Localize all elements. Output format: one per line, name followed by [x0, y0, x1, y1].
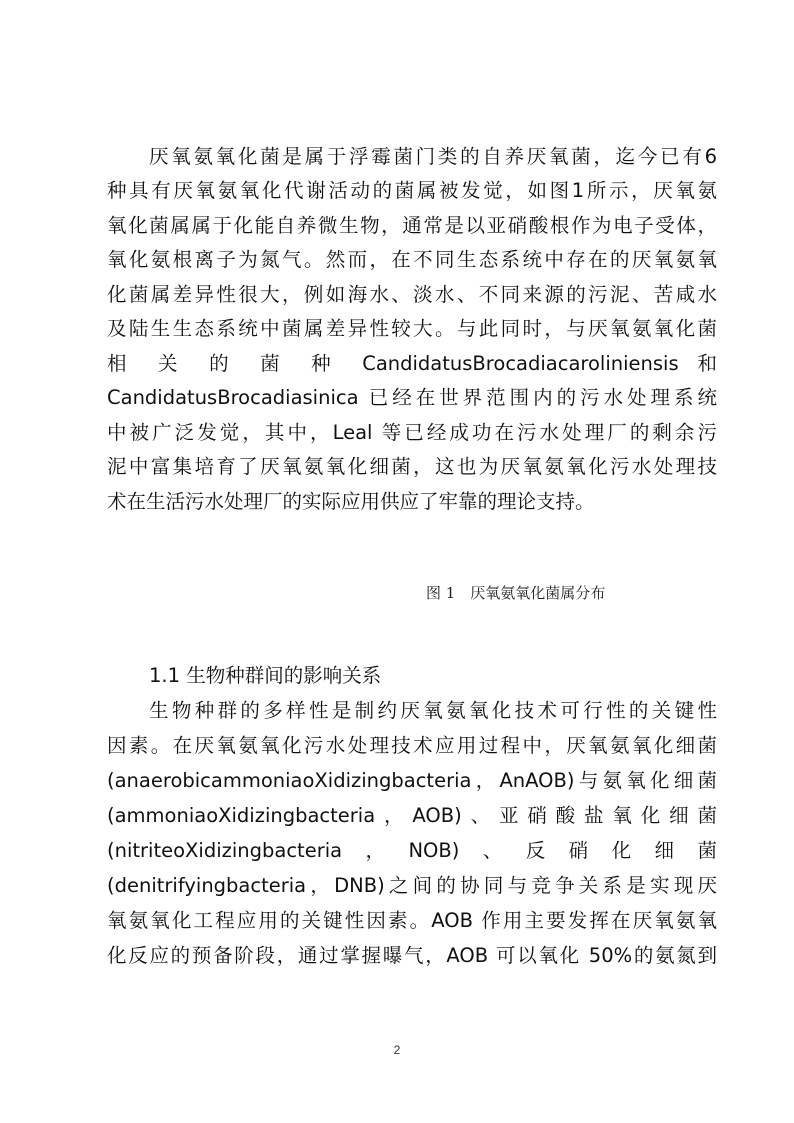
- section-heading: 1.1 生物种群间的影响关系: [149, 664, 382, 687]
- paragraph-2-line-1: 生物种群的多样性是制约厌氧氨氧化技术可行性的关键性: [149, 699, 717, 722]
- page-number: 2: [393, 1043, 401, 1057]
- paragraph-1-line-2: 种具有厌氧氨氧化代谢活动的菌属被发觉，如图1所示，厌氧氨: [107, 179, 717, 202]
- paragraph-1-line-7: 相 关 的 菌 种 CandidatusBrocadiacaroliniensis 和: [107, 352, 717, 375]
- paragraph-1-line-1: 厌氧氨氧化菌是属于浮霉菌门类的自养厌氧菌，迄今已有6: [149, 145, 717, 168]
- paragraph-2-line-2: 因素。在厌氧氨氧化污水处理技术应用过程中，厌氧氨氧化细菌: [107, 734, 717, 757]
- paragraph-2-line-3: (anaerobicammoniaoXidizingbacteria，AnAOB)与氨氧化细菌: [107, 769, 717, 792]
- paragraph-1-line-8: CandidatusBrocadiasinica 已经在世界范围内的污水处理系统: [107, 386, 717, 409]
- paragraph-1-line-11: 术在生活污水处理厂的实际应用供应了牢靠的理论支持。: [107, 490, 595, 513]
- paragraph-1-line-10: 泥中富集培育了厌氧氨氧化细菌，这也为厌氧氨氧化污水处理技: [107, 455, 717, 478]
- paragraph-1-line-4: 氧化氨根离子为氮气。然而，在不同生态系统中存在的厌氧氨氧: [107, 248, 717, 271]
- paragraph-2-line-4: (ammoniaoXidizingbacteria，AOB)、亚硝酸盐氧化细菌: [107, 804, 717, 827]
- paragraph-1-line-5: 化菌属差异性很大，例如海水、淡水、不同来源的污泥、苦咸水: [107, 283, 717, 306]
- paragraph-2-line-5: (nitriteoXidizingbacteria，NOB)、反硝化细菌: [107, 839, 717, 862]
- paragraph-2-line-7: 氧氨氧化工程应用的关键性因素。AOB 作用主要发挥在厌氧氨氧: [107, 909, 717, 932]
- paragraph-2-line-6: (denitrifyingbacteria，DNB)之间的协同与竞争关系是实现厌: [107, 874, 717, 897]
- paragraph-1-line-9: 中被广泛发觉，其中，Leal 等已经成功在污水处理厂的剩余污: [107, 421, 717, 444]
- paragraph-1-line-6: 及陆生生态系统中菌属差异性较大。与此同时，与厌氧氨氧化菌: [107, 317, 717, 340]
- figure-caption: 图 1 厌氧氨氧化菌属分布: [426, 584, 606, 602]
- paragraph-2-line-8: 化反应的预备阶段，通过掌握曝气，AOB 可以氧化 50%的氨氮到: [107, 944, 717, 967]
- paragraph-1-line-3: 氧化菌属属于化能自养微生物，通常是以亚硝酸根作为电子受体，: [107, 214, 717, 237]
